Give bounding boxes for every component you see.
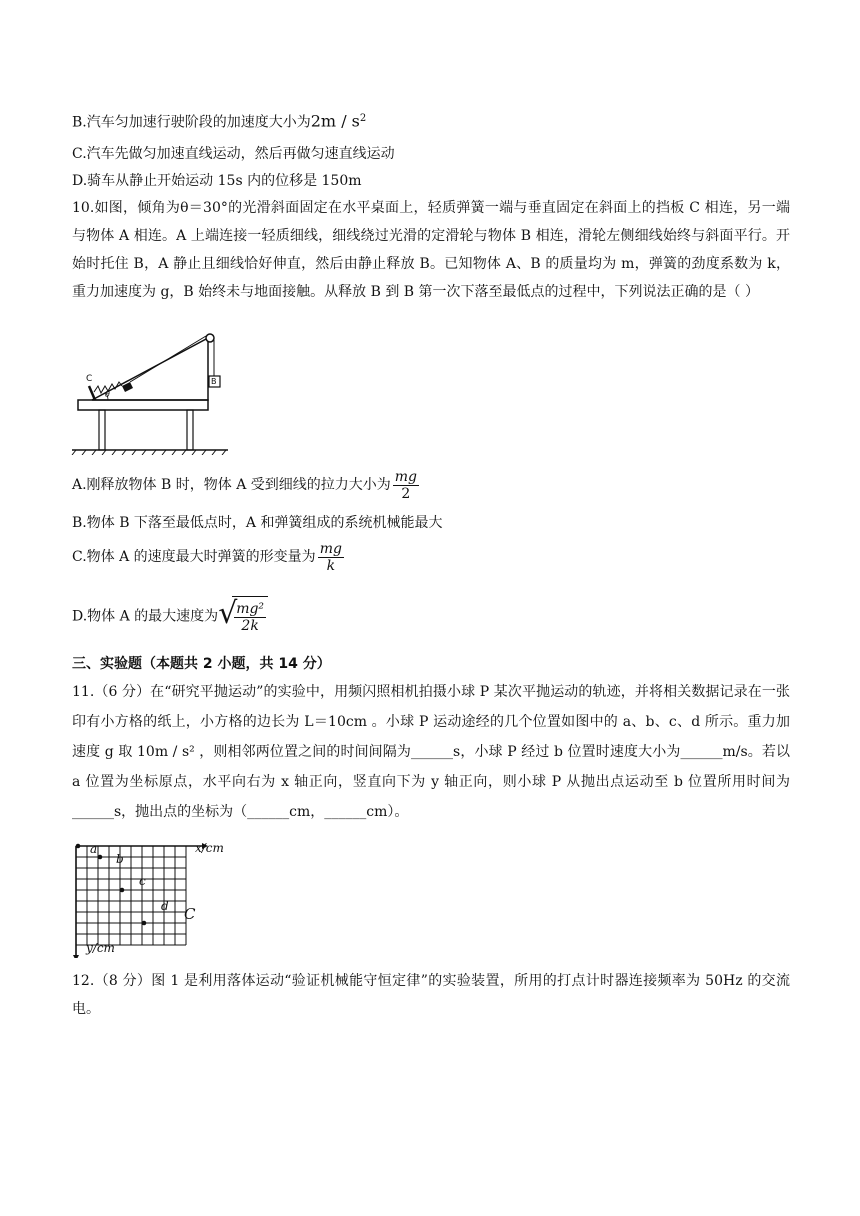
q11-x-axis-label: x/cm — [195, 841, 224, 855]
q9-option-d: D.骑车从静止开始运动 15s 内的位移是 150m — [72, 173, 362, 189]
point-b — [98, 855, 103, 860]
radical-sign-icon: √ — [218, 596, 238, 631]
q10-figure-label-c: C — [86, 374, 93, 384]
point-a — [76, 844, 81, 849]
q10-figure-label-theta: θ — [105, 390, 110, 399]
q11-label-b: b — [116, 852, 124, 866]
q11-grid-figure — [70, 838, 230, 958]
q10-option-a-fraction: $\frac{mg}{2}$ — [394, 468, 418, 502]
q11-stem: 11.（6 分）在“研究平抛运动”的实验中，用频闪照相机拍摄小球 P 某次平抛运动的轨迹，并将相关数据记录在一张印有小方格的纸上，小方格的边长为 L＝10cm 。小球 P 运动途经的几个位置如图中的 a、b、c、d 所示。重力加速度 g 取 10m / s² ，则相邻两位置之间的时间间隔为______s，小球 P 经过 b 位置时速度大小为______m/s。若以 a 位置为坐标原点，水平向右为 x 轴正向，竖直向下为 y 轴正向，则小球 P 从抛出点运动至 b 位置所用时间为______s，抛出点的坐标为（______cm，______cm）。 — [72, 684, 790, 820]
q11-label-d: d — [161, 899, 169, 913]
q10-option-b: B.物体 B 下落至最低点时，A 和弹簧组成的系统机械能最大 — [72, 515, 443, 531]
q9-option-b: B.汽车匀加速行驶阶段的加速度大小为$2m / s^2$ — [72, 111, 367, 131]
q10-figure-label-b: B — [211, 377, 217, 386]
section-3-heading: 三、实验题（本题共 2 小题，共 14 分） — [72, 656, 331, 672]
q9-option-b-sup: 2 — [359, 113, 367, 124]
q10-option-c-fraction: $\frac{mg}{k}$ — [319, 540, 342, 574]
q9-option-b-value: 2m / s — [310, 111, 360, 131]
q11-label-a: a — [90, 842, 98, 856]
q10-option-c: C.物体 A 的速度最大时弹簧的形变量为 $\frac{mg}{k}$ — [72, 540, 342, 574]
q11-y-axis-label: y/cm — [86, 941, 115, 955]
q11-label-big-c: C — [184, 905, 196, 923]
q10-figure — [70, 330, 230, 455]
y-axis-arrow-icon — [73, 955, 79, 958]
q10-option-d: D.物体 A 的最大速度为 √ $\frac{\text{mg²}}{2k}$ — [72, 596, 268, 637]
q11-label-c: c — [139, 874, 146, 888]
point-d — [142, 921, 147, 926]
q12-stem: 12.（8 分）图 1 是利用落体运动“验证机械能守恒定律”的实验装置，所用的打点计时器连接频率为 50Hz 的交流电。 — [72, 973, 790, 1017]
q9-option-c: C.汽车先做匀加速直线运动，然后再做匀速直线运动 — [72, 146, 395, 162]
q10-option-d-sqrt: √ $\frac{\text{mg²}}{2k}$ — [218, 596, 268, 637]
q10-option-a: A.刚释放物体 B 时，物体 A 受到细线的拉力大小为 $\frac{mg}{2}$ — [72, 468, 418, 502]
q10-stem: 10.如图，倾角为θ＝30°的光滑斜面固定在水平桌面上，轻质弹簧一端与垂直固定在斜面上的挡板 C 相连，另一端与物体 A 相连。A 上端连接一轻质细线，细线绕过光滑的定滑轮与物体 B 相连，滑轮左侧细线始终与斜面平行。开始时托住 B，A 静止且细线恰好伸直，然后由静止释放 B。已知物体 A、B 的质量均为 m，弹簧的劲度系数为 k，重力加速度为 g，B 始终未与地面接触。从释放 B 到 B 第一次下落至最低点的过程中，下列说法正确的是（ ） — [72, 200, 790, 300]
point-c — [120, 888, 125, 893]
